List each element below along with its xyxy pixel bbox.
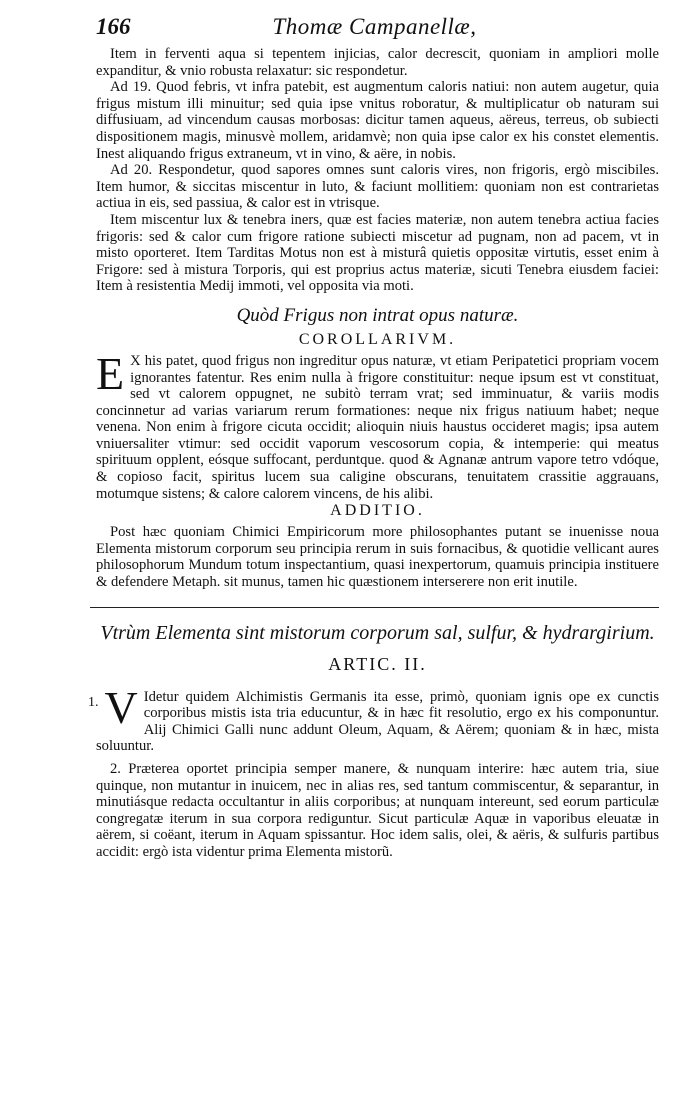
- drop-cap-v: V: [104, 681, 138, 733]
- article-paragraph-1-text: Idetur quidem Alchimistis Germanis ita esse, primò, quoniam ignis ope ex cunctis corporibus mistis ista tria educuntur, & in hæc fit resolutio, ergo ex his componuntur. Alij Chimici Galli nunc addunt Oleum, Aquam, & Aërem; quoniam & in hæc, mista soluuntur.: [96, 688, 659, 755]
- corollarium-label: COROLLARIVM.: [298, 330, 457, 348]
- additio-paragraph: Post hæc quoniam Chimici Empiricorum more philosophantes putant se inuenisse noua Elementa mistorum corporum seu principia rerum in suis fornacibus, & quotidie vellicant aures philosophorum Mundum totum inspectantium, quasi inexpertorum, quamuis principia instituere & defendere Metaph. sit munus, tamen hic quæstionem interserere non erit inutile.: [96, 524, 659, 591]
- paragraph-ad-19: Ad 19. Quod febris, vt infra patebit, est augmentum caloris natiui: non autem augetur, quia frigus mistum illi minuitur; sed quia ipse vnitus roboratur, & multiplicatur ob naturam sui diffusiuam, ad vincendum causas morbosas: dicitur tamen aqueus, aëreus, terreus, ob subiecti dispositionem magis, minusvè mollem, aridamvè; non quia ipse calor ex his constet elementis. Inest aliquando frigus extraneum, vt in vino, & aëre, in nobis.: [96, 79, 659, 162]
- running-head: Thomæ Campanellæ,: [272, 14, 477, 39]
- paragraph-lux-tenebra: Item miscentur lux & tenebra iners, quæ est facies materiæ, non autem tenebra actiua facies frigoris: sed & calor cum frigore ratione subiecti miscetur ad pugnam, non ad pacem, vt in misto oporteret. Item Tarditas Motus non est à misturâ quietis oppositæ virtutis, esset enim à Frigore: sed à mistura Torporis, qui est proprius actus materiæ, sicuti Tenebra eiusdem faciei: Item à resistentia Medij immoti, vel opposita via moti.: [96, 211, 659, 295]
- article-label: ARTIC. II.: [328, 653, 427, 674]
- article-title: Vtrùm Elementa sint mistorum corporum sal, sulfur, & hydrargirium.: [100, 621, 655, 644]
- page-header: [96, 0, 659, 40]
- article-paragraph-2: 2. Præterea oportet principia semper manere, & nunquam interire: hæc autem tria, siue quinque, non mutantur in inuicem, nec in alias res, sed tantum commiscentur, & separantur, in minutiásque redacta occultantur in aliis corporibus; at nunquam intereunt, sed eorum particulæ congregatæ iterum in sua corpora rediguntur. Sicut particulæ Aquæ in vaporibus eleuatæ in aërem, si coëant, iterum in Aquam spissantur. Hoc idem salis, olei, & aëris, & sulfuris partibus accidit: ergò ista videntur prima Elementa mistorũ.: [96, 761, 659, 860]
- additio-label: ADDITIO.: [330, 502, 425, 520]
- section-heading-frigus: Quòd Frigus non intrat opus naturæ.: [236, 304, 519, 326]
- paragraph-ad-20: Ad 20. Respondetur, quod sapores omnes sunt caloris vires, non frigoris, ergò miscibiles. Item humor, & siccitas miscentur in luto, & faciunt mollitiem: quoniam non est contrarietas actiua in eis, sed passiua, & calor est in vtrisque.: [96, 162, 659, 212]
- paragraph-ferventi: Item in ferventi aqua si tepentem injicias, calor decrescit, quoniam in ampliori molle expanditur, & vnio robusta relaxatur: sic respondetur.: [96, 46, 659, 79]
- article-paragraph-1: [88, 681, 659, 755]
- corollarium-text: X his patet, quod frigus non ingreditur opus naturæ, vt etiam Peripatetici propriam vocem ignorantes fatentur. Res enim nulla à frigore constituitur: neque ipsum est vt constituat, sed vt calorem oppugnet, ne subitò terram vrat; sed imminuatur, & variis modis concinnetur ad varias variarum rerum formationes: neque nix frigus natiuum habet; neque venena. Non enim à frigore cicuta occidit; alioquin niuis haustus occideret magis; ipsa autem vniuersaliter vtimur: sed occidit vaporum vescosorum copia, & intemperie: qui meatus spirituum opplent, eósque suffocant, perduntque. quod & Agnanæ antrum vapore tetro vdóque, & copioso facit, spiritus lucem sua caligine obscurans, tenuitatem crassitie aggrauans, motumque sistens; & calore calorem vincens, de his alibi.: [96, 352, 659, 502]
- corollarium-paragraph: [96, 347, 659, 502]
- paragraph-number-1: 1.: [88, 694, 99, 710]
- section-divider: [90, 607, 659, 608]
- drop-cap-e: E: [96, 347, 125, 399]
- page-number: 166: [96, 14, 131, 39]
